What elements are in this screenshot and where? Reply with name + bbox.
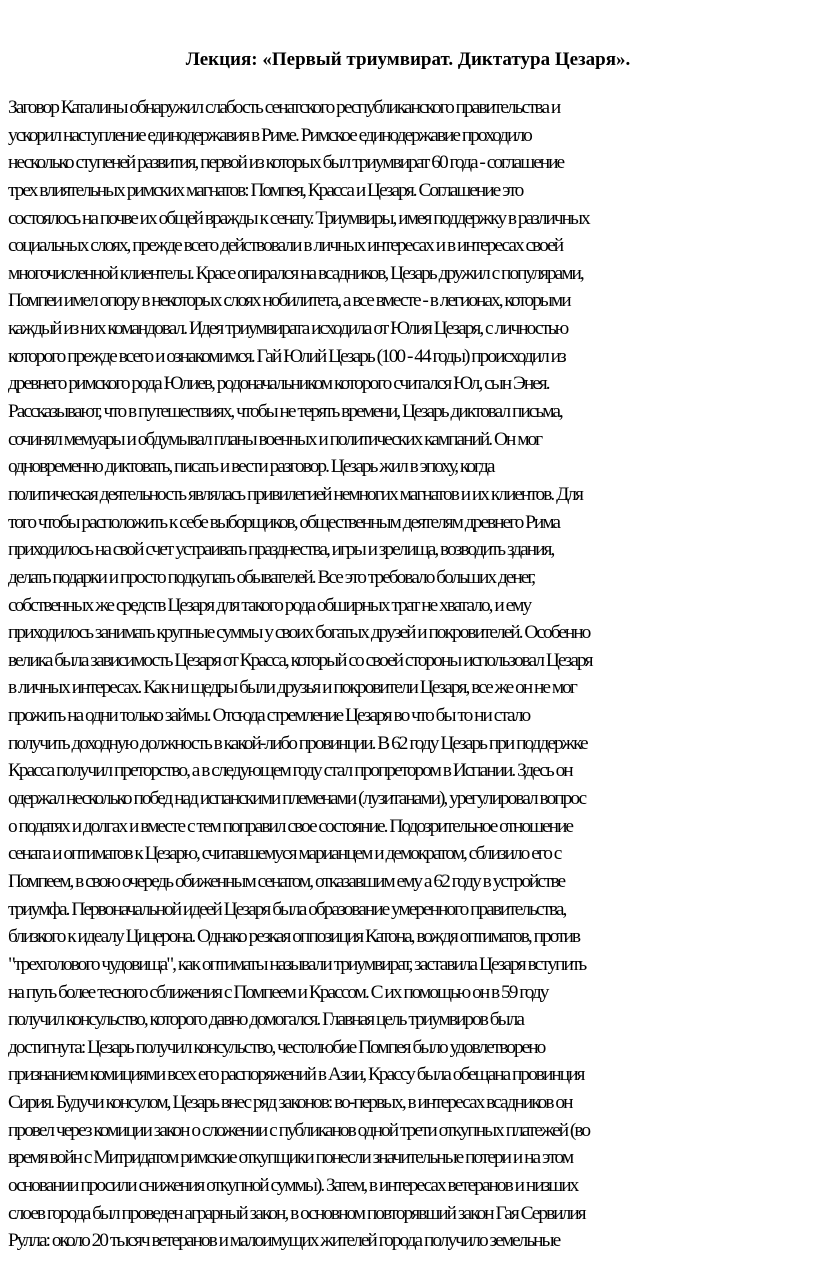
paragraph-line: Помпеи имел опору в некоторых слоях нобилитета, а все вместе - в легионах, которыми bbox=[8, 290, 570, 312]
paragraph-line: Рассказывают, что в путешествиях, чтобы не терять времени, Цезарь диктовал письма, bbox=[8, 401, 562, 423]
paragraph-line: слоев города был проведен аграрный закон, в основном повторявший закон Гая Сервилия bbox=[8, 1202, 585, 1224]
document-body bbox=[8, 94, 816, 1255]
paragraph-line: признанием комициями всех его распоряжений в Азии, Крассу была обещана провинция bbox=[8, 1064, 584, 1086]
paragraph-line: древнего римского рода Юлиев, родоначальником которого считался Юл, сын Энея. bbox=[8, 373, 549, 395]
paragraph-line: приходилось на свой счет устраивать празднества, игры и зрелища, возводить здания, bbox=[8, 539, 554, 561]
paragraph-line: время войн с Митридатом римские откупщики понесли значительные потери и на этом bbox=[8, 1147, 573, 1169]
paragraph-line: делать подарки и просто подкупать обывателей. Все это требовало больших денег, bbox=[8, 566, 535, 588]
paragraph-line: провел через комиции закон о сложении с публиканов одной трети откупных платежей (во bbox=[8, 1119, 590, 1141]
paragraph-line: Заговор Каталины обнаружил слабость сенатского республиканского правительства и bbox=[8, 97, 560, 118]
paragraph-line: о податях и долгах и вместе с тем поправил свое состояние. Подозрительное отношение bbox=[8, 815, 573, 837]
paragraph-line: "трехголового чудовища", как оптиматы называли триумвират, заставила Цезаря вступить bbox=[8, 953, 586, 975]
paragraph-line: близкого к идеалу Цицерона. Однако резкая оппозиция Катона, вождя оптиматов, против bbox=[8, 926, 580, 948]
paragraph-line: одержал несколько побед над испанскими племенами (лузитанами), урегулировал вопрос bbox=[8, 788, 586, 810]
paragraph-line: достигнута: Цезарь получил консульство, честолюбие Помпея было удовлетворено bbox=[8, 1036, 545, 1058]
paragraph-line: получить доходную должность в какой-либо провинции. В 62 году Цезарь при поддержке bbox=[8, 732, 587, 754]
paragraph-line: несколько ступеней развития, первой из которых был триумвират 60 года - соглашение bbox=[8, 152, 564, 174]
paragraph-line: социальных слоях, прежде всего действовали в личных интересах и в интересах своей bbox=[8, 235, 563, 257]
paragraph-line: ускорил наступление единодержавия в Риме. Римское единодержавие проходило bbox=[8, 124, 531, 146]
paragraph-line: основании просили снижения откупной суммы). Затем, в интересах ветеранов и низших bbox=[8, 1174, 578, 1196]
paragraph-line: прожить на одни только займы. Отсюда стремление Цезаря во что бы то ни стало bbox=[8, 705, 530, 727]
paragraph-line: которого прежде всего и ознакомимся. Гай Юлий Цезарь (100 - 44 годы) происходил из bbox=[8, 345, 565, 367]
paragraph-line: Рулла: около 20 тысяч ветеранов и малоимущих жителей города получило земельные bbox=[8, 1230, 560, 1252]
paragraph-line: сочинял мемуары и обдумывал планы военных и политических кампаний. Он мог bbox=[8, 428, 542, 450]
paragraph-line: велика была зависимость Цезаря от Красса, который со своей стороны использовал Цезаря bbox=[8, 649, 592, 671]
paragraph-line: каждый из них командовал. Идея триумвирата исходила от Юлия Цезаря, с личностью bbox=[8, 318, 568, 340]
paragraph-line: Помпеем, в свою очередь обиженным сенатом, отказавшим ему а 62 году в устройстве bbox=[8, 870, 565, 892]
paragraph-line: собственных же средств Цезаря для такого рода обширных трат не хватало, и ему bbox=[8, 594, 531, 616]
paragraph-line: приходилось занимать крупные суммы у своих богатых друзей и покровителей. Особенно bbox=[8, 622, 590, 644]
paragraph-line: состоялось на почве их общей вражды к сенату. Триумвиры, имея поддержку в различных bbox=[8, 207, 589, 229]
paragraph-line: одновременно диктовать, писать и вести разговор. Цезарь жил в эпоху, когда bbox=[8, 456, 494, 478]
paragraph-line: Красса получил преторство, а в следующем году стал пропретором в Испании. Здесь он bbox=[8, 760, 572, 782]
paragraph-line: трех влиятельных римских магнатов: Помпея, Красса и Цезаря. Соглашение это bbox=[8, 179, 523, 201]
paragraph-line: того чтобы расположить к себе выборщиков, общественным деятелям древнего Рима bbox=[8, 511, 560, 533]
paragraph-line: триумфа. Первоначальной идеей Цезаря была образование умеренного правительства, bbox=[8, 898, 566, 920]
paragraph-line: в личных интересах. Как ни щедры были друзья и покровители Цезаря, все же он не мог bbox=[8, 677, 576, 699]
paragraph-line: получил консульство, которого давно домогался. Главная цель триумвиров была bbox=[8, 1009, 523, 1031]
paragraph-line: сената и оптиматов к Цезарю, считавшемуся марианцем и демократом, сблизило его с bbox=[8, 843, 561, 865]
paragraph-line: Сирия. Будучи консулом, Цезарь внес ряд законов: во-первых, в интересах всадников он bbox=[8, 1092, 572, 1114]
document-title: Лекция: «Первый триумвират. Диктатура Цезаря». bbox=[185, 49, 631, 70]
paragraph-line: многочисленной клиентелы. Красе опирался на всадников, Цезарь дружил с популярами, bbox=[8, 262, 583, 284]
paragraph-line: на путь более тесного сближения с Помпеем и Крассом. С их помощью он в 59 году bbox=[8, 981, 548, 1003]
paragraph-line: политическая деятельность являлась привилегией немногих магнатов и их клиентов. Для bbox=[8, 483, 582, 505]
